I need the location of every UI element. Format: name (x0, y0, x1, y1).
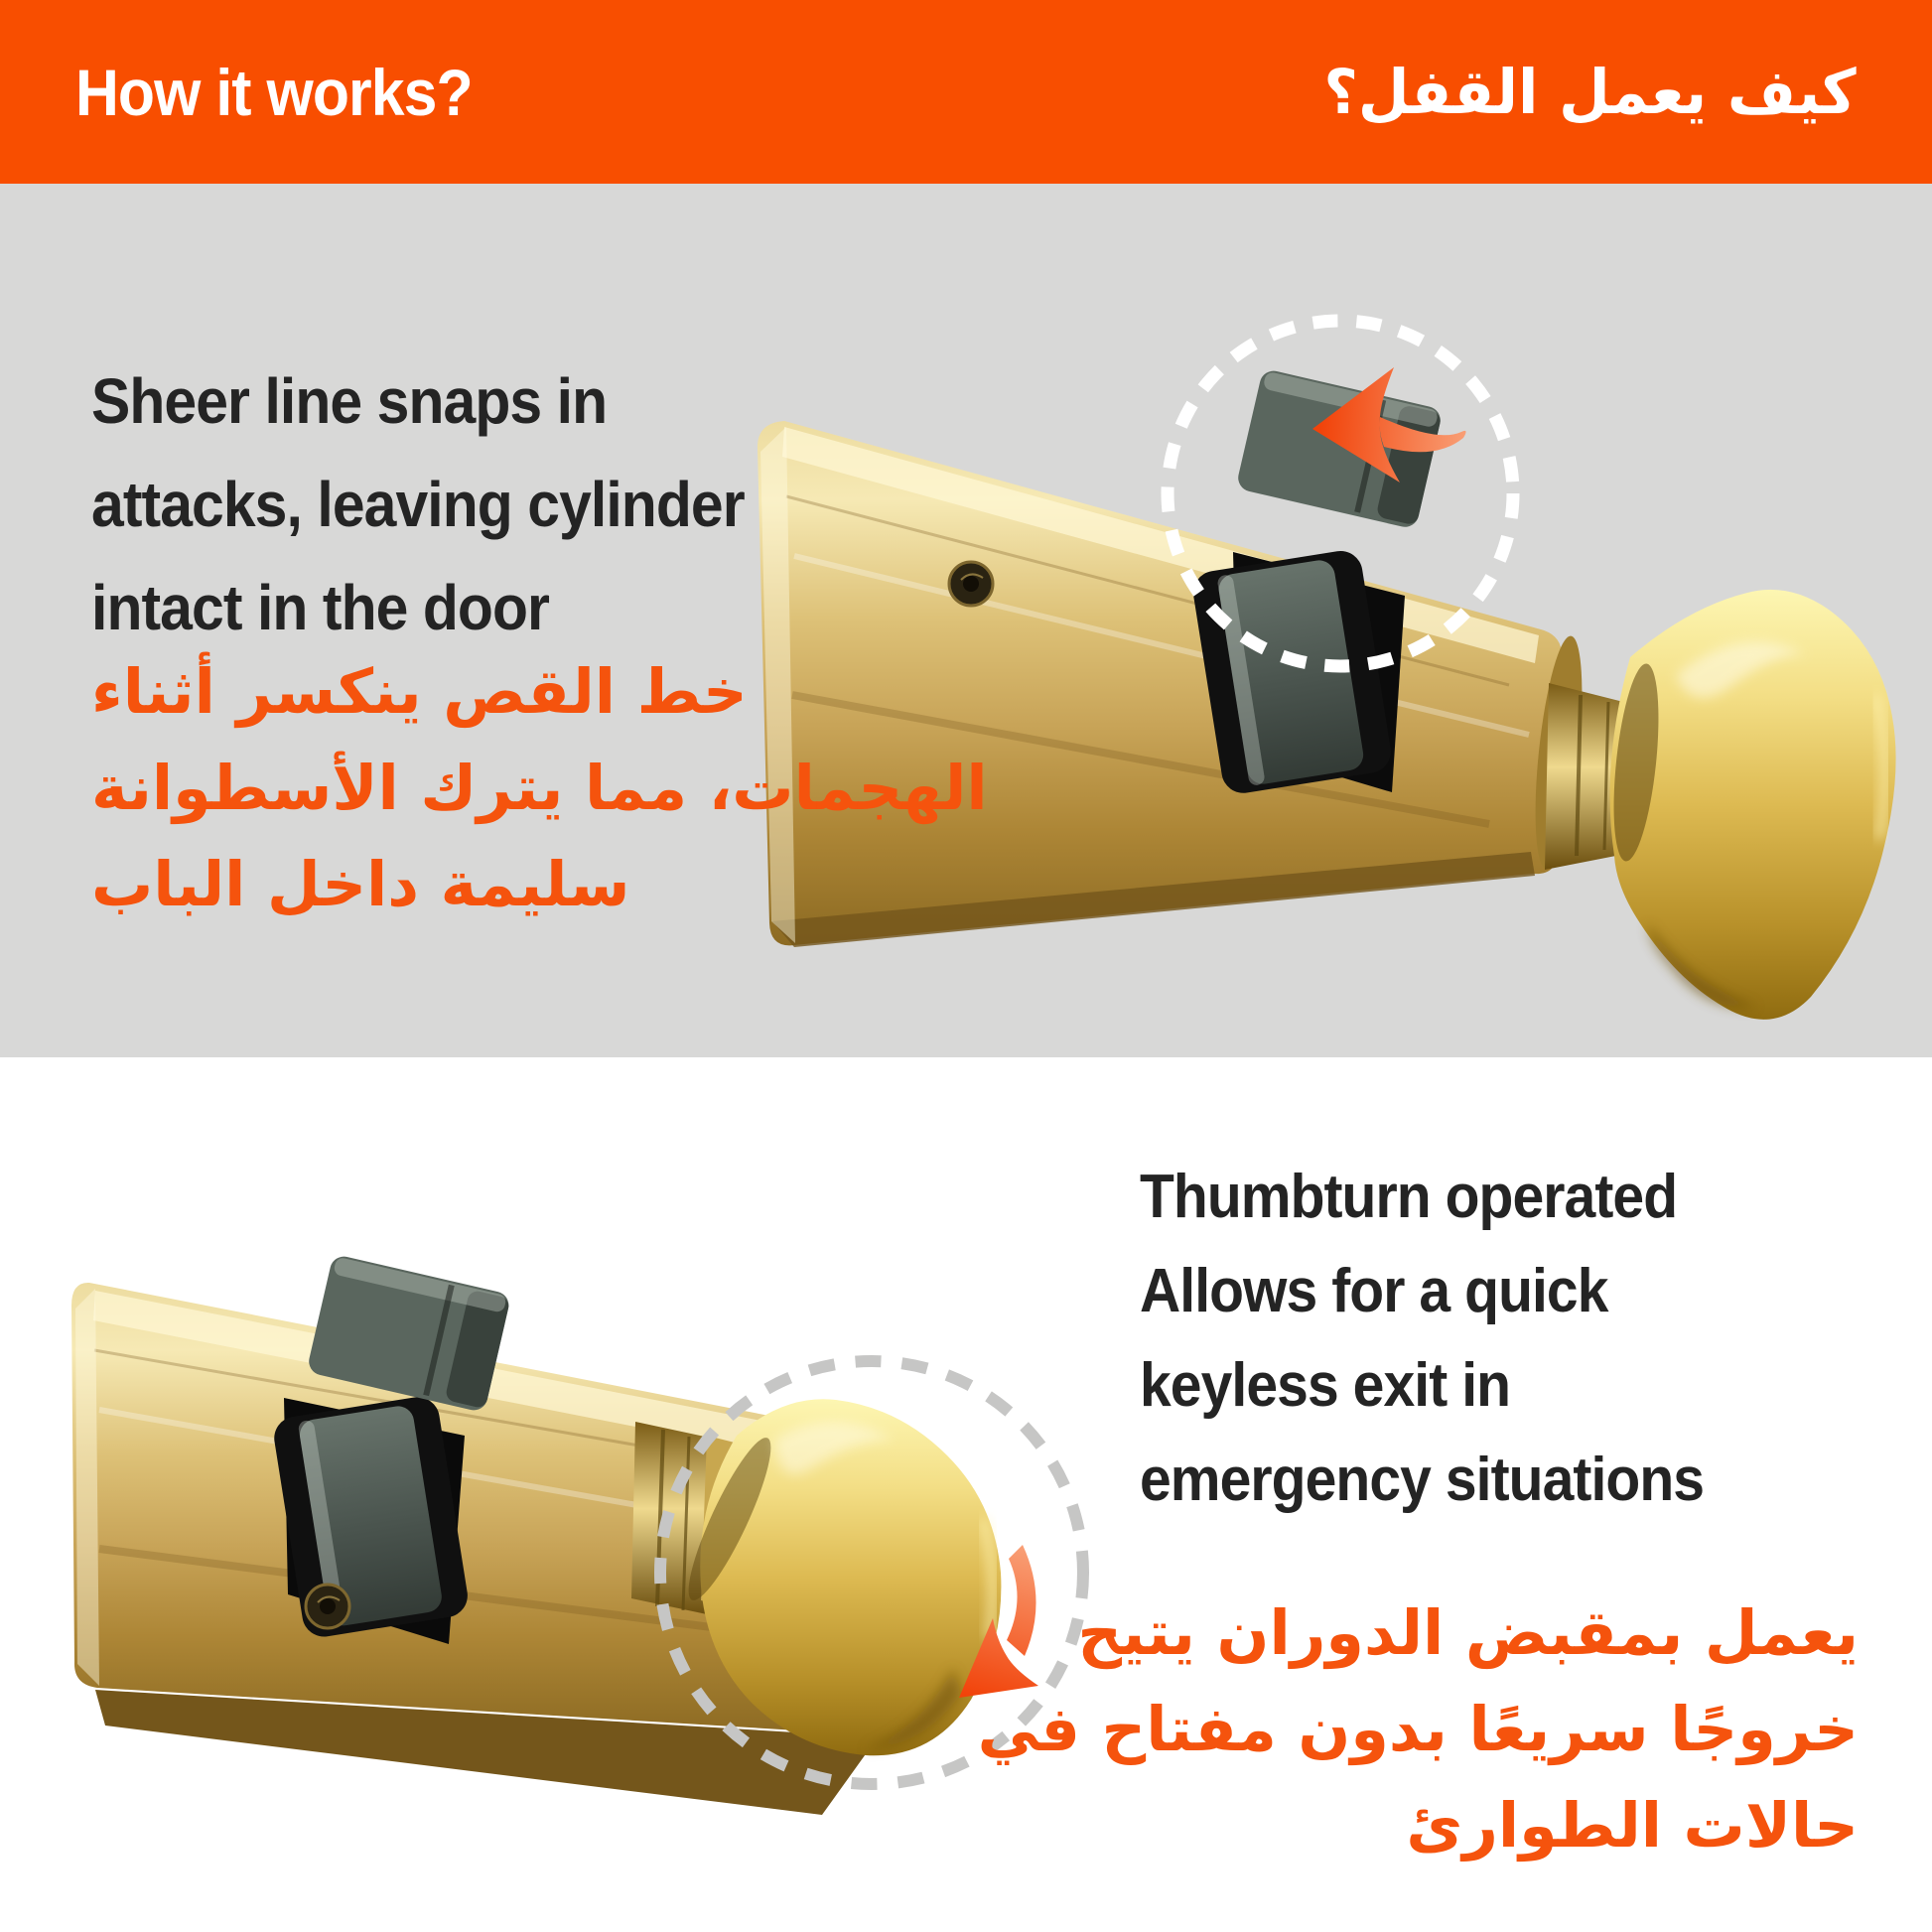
bottom-heading-en-line4: emergency situations (1140, 1446, 1705, 1514)
top-heading-en-line3: intact in the door (91, 572, 550, 643)
top-heading-ar-line1: خط القص ينكسر أثناء (91, 655, 748, 728)
header-title-en: How it works? (75, 55, 473, 129)
top-heading-ar-line3: سليمة داخل الباب (91, 848, 630, 920)
top-heading-ar (91, 643, 988, 932)
bottom-heading-ar-line1: يعمل بمقبض الدوران يتيح (1077, 1596, 1859, 1669)
bottom-heading-en-line1: Thumbturn operated (1140, 1163, 1678, 1231)
bottom-heading-en-line3: keyless exit in (1140, 1351, 1511, 1420)
top-heading-en-line1: Sheer line snaps in (91, 365, 608, 437)
sheer-line-clip-torso (1190, 548, 1394, 796)
bottom-heading-ar (978, 1585, 1859, 1873)
bottom-heading-ar-line2: خروجًا سريعًا بدون مفتاح في (977, 1693, 1859, 1765)
bottom-heading-ar-line3: حالات الطوارئ (1406, 1789, 1859, 1862)
screw-hole (949, 562, 993, 606)
bottom-heading-en (1140, 1150, 1704, 1527)
top-heading-en-line2: attacks, leaving cylinder (91, 469, 745, 540)
left-end-face (75, 1289, 99, 1686)
top-heading-ar-line2: الهجمات، مما يترك الأسطوانة (91, 752, 988, 824)
screw-hole (306, 1585, 349, 1628)
top-heading-en (91, 349, 745, 659)
header-title-ar: كيف يعمل القفل؟ (1323, 56, 1857, 128)
bottom-heading-en-line2: Allows for a quick (1140, 1257, 1608, 1325)
sheer-line-clip-torso (271, 1394, 471, 1640)
